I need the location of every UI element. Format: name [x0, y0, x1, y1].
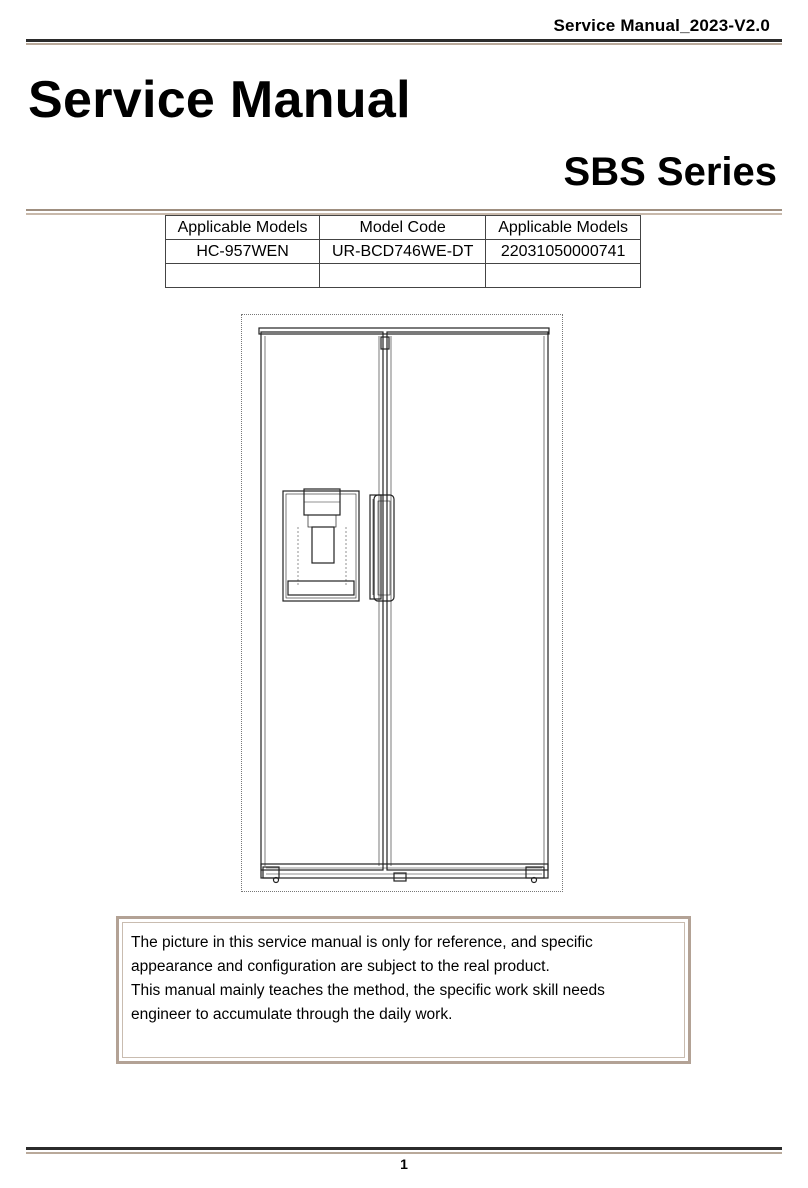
table-cell-code: UR-BCD746WE-DT — [320, 240, 486, 264]
document-code: Service Manual_2023-V2.0 — [553, 16, 770, 35]
footer-rule-accent — [26, 1152, 782, 1154]
table-header-cell: Applicable Models — [486, 216, 641, 240]
refrigerator-icon — [242, 315, 564, 893]
table-cell-model — [166, 264, 320, 288]
footer-rule — [26, 1147, 782, 1150]
table-cell-number — [486, 264, 641, 288]
notice-box — [116, 916, 691, 1064]
header-rule-accent — [26, 43, 782, 45]
header-rule — [26, 39, 782, 42]
table-header-cell: Model Code — [320, 216, 486, 240]
table-row — [166, 264, 641, 288]
table-row — [166, 240, 641, 264]
table-cell-number: 22031050000741 — [486, 240, 641, 264]
notice-line: engineer to accumulate through the daily work. — [131, 1006, 453, 1023]
notice-line: appearance and configuration are subject to the real product. — [131, 958, 550, 975]
series-title: SBS Series — [563, 150, 777, 194]
section-rule — [26, 209, 782, 211]
table-cell-model: HC-957WEN — [166, 240, 320, 264]
notice-line: This manual mainly teaches the method, the specific work skill needs — [131, 982, 605, 999]
table-header-cell: Applicable Models — [166, 216, 320, 240]
notice-text — [122, 922, 685, 1058]
page-number: 1 — [400, 1156, 408, 1172]
page-title: Service Manual — [28, 71, 411, 129]
models-table — [165, 215, 641, 288]
notice-line: The picture in this service manual is only for reference, and specific — [131, 934, 593, 951]
table-cell-code — [320, 264, 486, 288]
table-header-row — [166, 216, 641, 240]
refrigerator-illustration — [241, 314, 563, 892]
